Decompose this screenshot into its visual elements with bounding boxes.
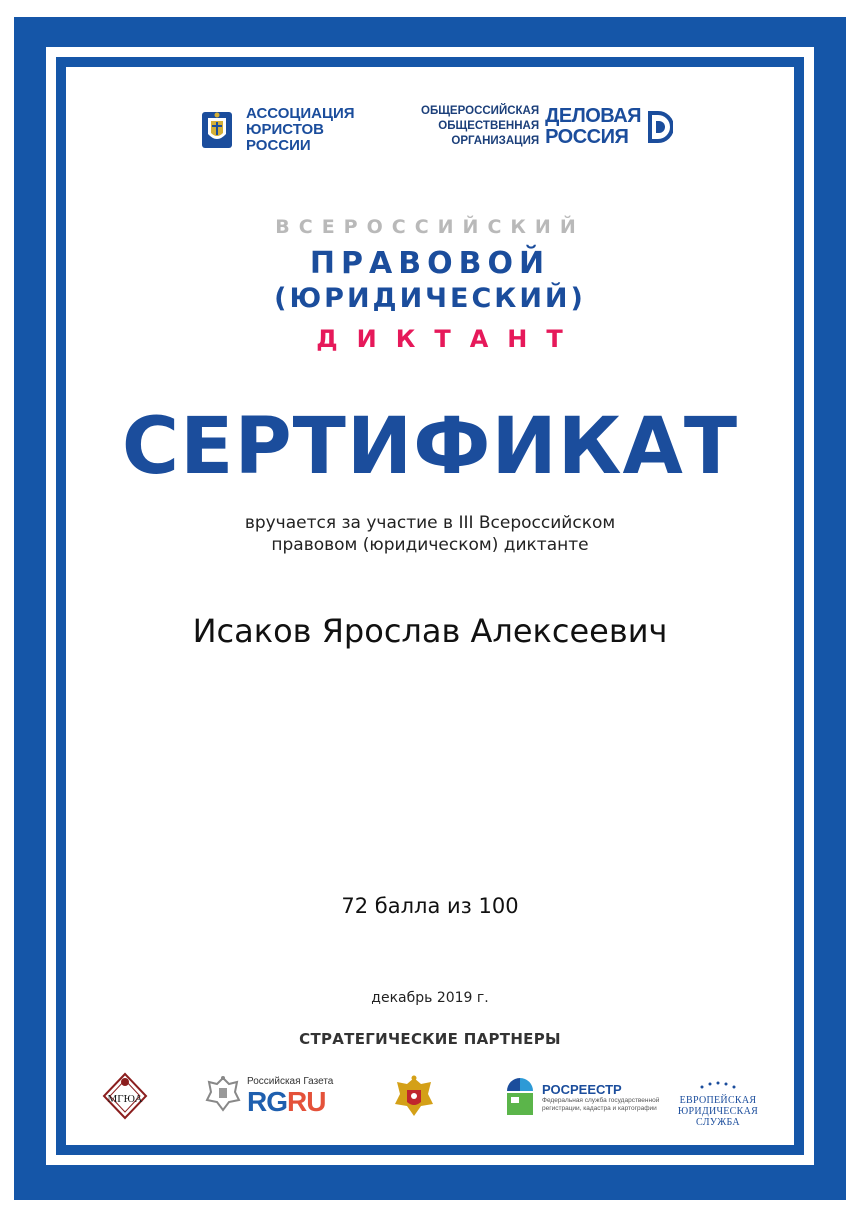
organization-type-line: ОБЩЕСТВЕННАЯ [438, 120, 540, 132]
score-text: 72 балла из 100 [341, 894, 519, 918]
subtitle-line: правовом (юридическом) диктанте [271, 535, 589, 555]
rg-subtitle: Российская Газета [247, 1076, 334, 1087]
rg-wordmark-rg: RG [247, 1086, 287, 1117]
organization-type-text [421, 104, 539, 149]
association-lawyers-logo [196, 106, 355, 154]
dictation-line-allrussian: ВСЕРОССИЙСКИЙ [275, 216, 585, 238]
organization-type-line: ОРГАНИЗАЦИЯ [451, 135, 540, 147]
coat-of-arms-icon [205, 1074, 241, 1118]
partners-heading: СТРАТЕГИЧЕСКИЕ ПАРТНЕРЫ [299, 1030, 561, 1048]
delovaya-rossiya-name [545, 106, 641, 148]
rg-wordmark [247, 1088, 333, 1116]
issue-date: декабрь 2019 г. [371, 990, 489, 1006]
d-mark-icon [647, 110, 673, 144]
rg-text [247, 1076, 333, 1116]
recipient-name: Исаков Ярослав Алексеевич [192, 612, 668, 650]
rosreestr-description: Федеральная служба государственной регистрации, кадастра и картографии [542, 1097, 660, 1112]
delovaya-rossiya-logo [421, 104, 673, 149]
european-legal-service-line: СЛУЖБА [696, 1117, 740, 1128]
delovaya-rossiya-line: РОССИЯ [545, 125, 629, 148]
delovaya-rossiya-line: ДЕЛОВАЯ [545, 104, 642, 127]
ministry-emblem [393, 1074, 435, 1122]
rosreestr-text [542, 1083, 662, 1113]
dictation-line-legal: ПРАВОВОЙ [309, 246, 551, 281]
european-legal-service-line: ЕВРОПЕЙСКАЯ [679, 1095, 757, 1106]
emblem-icon [196, 109, 238, 151]
association-name-line: РОССИИ [246, 137, 311, 154]
dictation-line-dictation: ДИКТАНТ [316, 325, 582, 353]
certificate-title: СЕРТИФИКАТ [121, 402, 739, 492]
dictation-line-juridical: (ЮРИДИЧЕСКИЙ) [274, 283, 586, 314]
european-legal-service-logo [670, 1076, 766, 1128]
subtitle-line: вручается за участие в III Всероссийском [244, 513, 616, 533]
rosreestr-logo [503, 1074, 662, 1122]
european-legal-service-line: ЮРИДИЧЕСКАЯ [677, 1106, 759, 1117]
european-legal-service-name [670, 1095, 766, 1128]
association-name-line: АССОЦИАЦИЯ [246, 105, 355, 122]
rosreestr-icon [503, 1074, 537, 1122]
rosreestr-name: РОСРЕЕСТР [542, 1082, 622, 1097]
rg-wordmark-ru: RU [287, 1086, 326, 1117]
association-lawyers-name [246, 106, 355, 154]
svg-text:МГЮА: МГЮА [107, 1093, 143, 1105]
certificate-subtitle [130, 512, 730, 556]
stars-icon [698, 1081, 738, 1091]
rossiyskaya-gazeta-logo [205, 1074, 333, 1118]
organization-type-line: ОБЩЕРОССИЙСКАЯ [421, 105, 540, 117]
mgua-logo [100, 1072, 150, 1120]
association-name-line: ЮРИСТОВ [246, 121, 325, 138]
